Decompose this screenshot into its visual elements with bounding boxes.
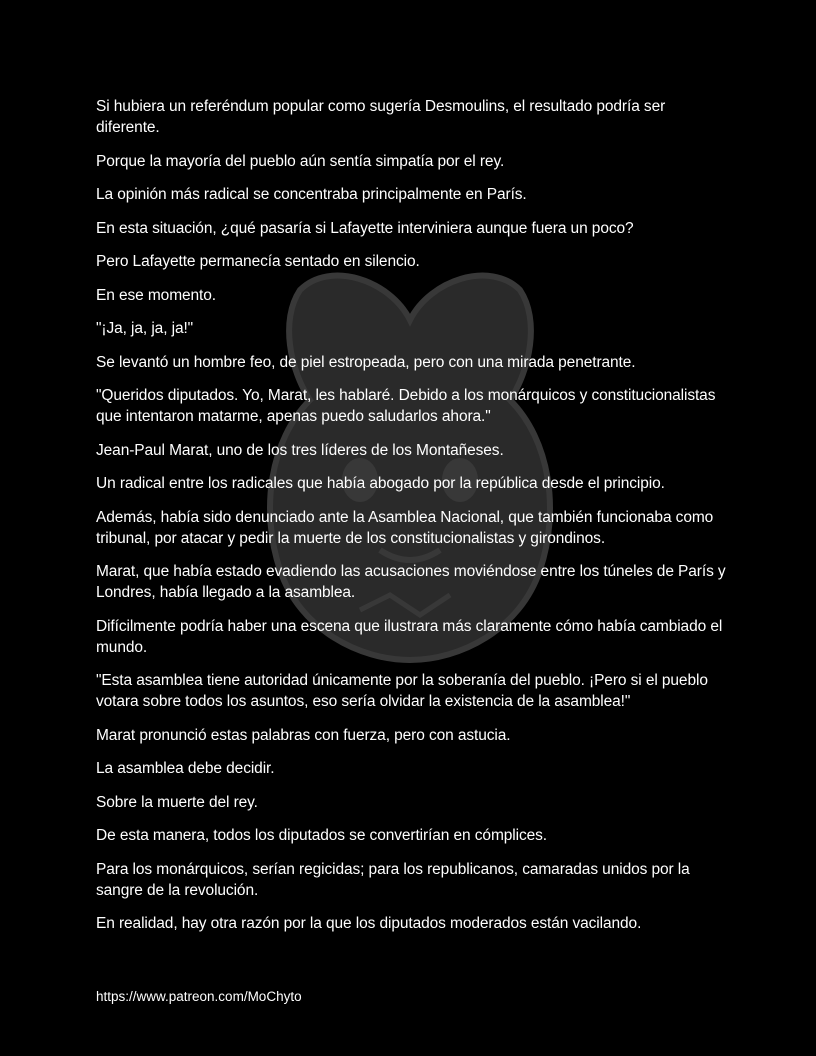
paragraph: La asamblea debe decidir.	[96, 760, 275, 777]
paragraph: "Queridos diputados. Yo, Marat, les hablaré. Debido a los monárquicos y constitucionalistas que intentaron matarme, apenas puedo saludarlos ahora."	[96, 387, 716, 425]
paragraph: En realidad, hay otra razón por la que los diputados moderados están vacilando.	[96, 915, 642, 932]
paragraph: Se levantó un hombre feo, de piel estropeada, pero con una mirada penetrante.	[96, 353, 636, 371]
paragraph: Porque la mayoría del pueblo aún sentía simpatía por el rey.	[96, 152, 505, 170]
paragraph: Si hubiera un referéndum popular como sugería Desmoulins, el resultado podría ser diferente.	[96, 98, 666, 136]
paragraph: Marat pronunció estas palabras con fuerza, pero con astucia.	[96, 726, 511, 744]
paragraph: En ese momento.	[96, 286, 216, 304]
paragraph: "Esta asamblea tiene autoridad únicamente por la soberanía del pueblo. ¡Pero si el pueblo votara sobre todos los asuntos, eso sería olvidar la existencia de la asamblea!"	[96, 672, 708, 710]
document-body	[96, 96, 726, 947]
paragraph: Pero Lafayette permanecía sentado en silencio.	[96, 253, 420, 270]
paragraph: Sobre la muerte del rey.	[96, 793, 258, 811]
paragraph: Jean-Paul Marat, uno de los tres líderes de los Montañeses.	[96, 441, 504, 459]
paragraph: Un radical entre los radicales que había abogado por la república desde el principio.	[96, 475, 665, 492]
paragraph: La opinión más radical se concentraba principalmente en París.	[96, 186, 527, 203]
paragraph: Difícilmente podría haber una escena que ilustrara más claramente cómo había cambiado el mundo.	[96, 617, 723, 656]
paragraph: Para los monárquicos, serían regicidas; para los republicanos, camaradas unidos por la sangre de la revolución.	[96, 860, 690, 899]
paragraph: Además, había sido denunciado ante la Asamblea Nacional, que también funcionaba como tribunal, por atacar y pedir la muerte de los constitucionalistas y girondinos.	[96, 508, 714, 547]
paragraph: "¡Ja, ja, ja, ja!"	[96, 320, 194, 337]
patreon-link[interactable]: https://www.patreon.com/MoChyto	[96, 989, 302, 1004]
paragraph: Marat, que había estado evadiendo las acusaciones moviéndose entre los túneles de París y Londres, había llegado a la asamblea.	[96, 563, 726, 601]
paragraph: De esta manera, todos los diputados se convertirían en cómplices.	[96, 827, 547, 844]
paragraph: En esta situación, ¿qué pasaría si Lafayette interviniera aunque fuera un poco?	[96, 219, 634, 237]
